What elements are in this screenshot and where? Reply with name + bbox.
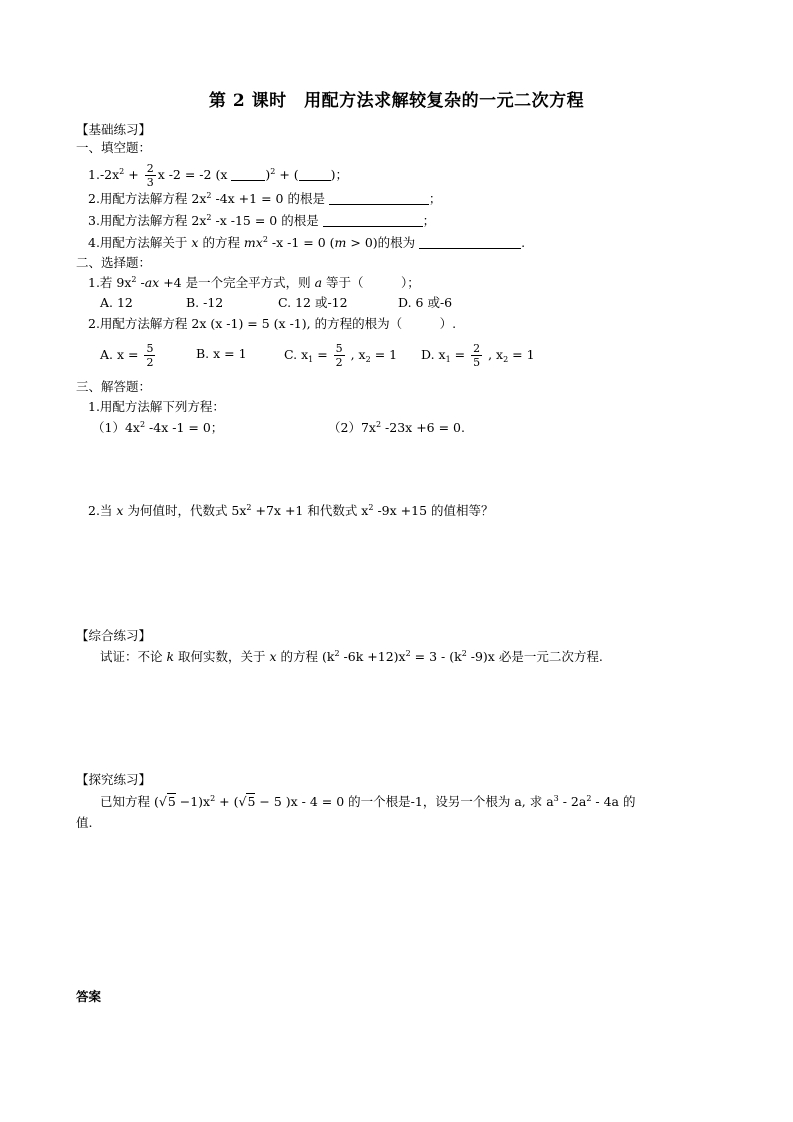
exp-sup-2b: 2 [586, 794, 592, 803]
q1-text3: x -2 = -2 (x [157, 167, 232, 182]
c1-var-ax: ax [144, 275, 160, 290]
q4-eq2: -x -1 = 0 ( [267, 235, 335, 250]
c2-c-rest: , x [346, 347, 366, 362]
comprehensive-header: 【综合练习】 [76, 628, 152, 643]
exp-t5: - 2a [558, 794, 587, 809]
c2-c-sub2: 2 [365, 355, 371, 364]
comp-sup2: 2 [405, 649, 411, 658]
q4-answer-blank[interactable] [419, 236, 521, 249]
c2-a-fraction [144, 342, 155, 369]
c2-c-eq: = [313, 347, 332, 362]
c1-option-b[interactable]: B. -12 [186, 295, 224, 310]
q1-sup2: 2 [270, 167, 276, 176]
c2-d-den: 5 [473, 356, 481, 369]
c2-a-label: A. x = [100, 347, 143, 362]
comp-t6: -9)x 必是一元二次方程. [466, 649, 603, 664]
c2-d-sub2: 2 [503, 355, 509, 364]
c2-option-c[interactable] [284, 342, 397, 369]
q4-eq1: mx [243, 235, 263, 250]
s1b-t2: -23x +6 = 0. [381, 420, 465, 435]
fill-question-1 [88, 162, 348, 189]
q2-text1: 2.用配方法解方程 2x [88, 191, 207, 206]
s1a-sup: 2 [139, 420, 146, 429]
c1-text3: +4 是一个完全平方式，则 [159, 275, 315, 290]
s1b-t1: （2）7x [328, 420, 376, 435]
c2-d-label: D. x [421, 347, 446, 362]
q1-blank-1[interactable] [231, 168, 265, 181]
q1-text4: ) [265, 167, 271, 182]
s2-sup2: 2 [368, 503, 374, 512]
comp-sup1: 2 [334, 649, 340, 658]
c2-d-rest2: = 1 [508, 347, 535, 362]
c1-text4: 等于（ ）； [322, 275, 420, 290]
solve-question-1a [92, 419, 223, 437]
answer-header: 答案 [76, 989, 102, 1004]
s2-x: x [116, 503, 124, 518]
fill-question-4 [88, 234, 525, 252]
q3-sup: 2 [206, 213, 212, 222]
comp-t1: 试证：不论 [100, 649, 167, 664]
c1-option-a[interactable]: A. 12 [100, 295, 133, 310]
q1-sup: 2 [119, 167, 125, 176]
q3-text3: ； [422, 213, 436, 228]
solve-question-2 [88, 502, 494, 520]
s2-t4: -9x +15 的值相等？ [373, 503, 494, 518]
q2-text2: -4x +1 = 0 的根是 [211, 191, 329, 206]
choice-question-2: 2.用配方法解方程 2x (x -1) = 5 (x -1), 的方程的根为（ ）. [88, 316, 457, 331]
exp-t2: −1)x [175, 794, 211, 809]
comp-k: k [166, 649, 175, 664]
s1a-t1: （1）4x [92, 420, 140, 435]
q4-text2: 的方程 [198, 235, 244, 250]
s2-t2: 为何值时，代数式 5x [123, 503, 247, 518]
c2-option-a[interactable] [100, 342, 157, 369]
c2-a-den: 2 [146, 356, 154, 369]
s1a-t2: -4x -1 = 0； [145, 420, 224, 435]
q4-var-x: x [191, 235, 199, 250]
solve-question-1b [328, 419, 465, 437]
choice-header: 二、选择题： [76, 255, 152, 270]
q1-blank-2[interactable] [299, 168, 331, 181]
q1-text2: + [124, 167, 143, 182]
solve-header: 三、解答题： [76, 379, 152, 394]
c2-c-num: 5 [335, 342, 343, 355]
exp-sup-3: 3 [553, 794, 559, 803]
fill-question-2 [88, 190, 441, 208]
c1-text1: 1.若 9x [88, 275, 132, 290]
c1-text2: - [136, 275, 145, 290]
q3-answer-blank[interactable] [323, 214, 423, 227]
c2-option-b[interactable]: B. x = 1 [196, 346, 247, 361]
q3-text2: -x -15 = 0 的根是 [211, 213, 323, 228]
q4-eq4: > 0)的根为 [346, 235, 420, 250]
q1-text6: )； [330, 167, 349, 182]
q2-text3: ； [428, 191, 442, 206]
q2-answer-blank[interactable] [329, 192, 429, 205]
comp-t2: 取何实数，关于 [174, 649, 270, 664]
s2-sup1: 2 [246, 503, 252, 512]
q1-prefix: 1. [88, 167, 100, 182]
c1-option-d[interactable]: D. 6 或-6 [398, 295, 453, 310]
s2-t3: +7x +1 和代数式 x [251, 503, 369, 518]
c2-d-eq: = [450, 347, 470, 362]
q2-sup: 2 [206, 191, 212, 200]
sqrt-symbol-1: √5 [158, 794, 176, 809]
c1-sup: 2 [131, 275, 137, 284]
comp-t5: = 3 - (k [410, 649, 462, 664]
c2-d-rest: , x [484, 347, 504, 362]
s2-t1: 2.当 [88, 503, 117, 518]
fill-in-header: 一、填空题： [76, 140, 152, 155]
q1-frac-num: 2 [146, 162, 154, 175]
c2-c-fraction [334, 342, 345, 369]
c2-c-label: C. x [284, 347, 309, 362]
q4-sup: 2 [262, 235, 268, 244]
c2-d-num: 2 [473, 342, 481, 355]
comprehensive-question [100, 648, 603, 666]
exp-t6: - 4a 的 [591, 794, 636, 809]
radicand-2: 5 [247, 794, 256, 809]
q4-text3: . [521, 235, 526, 250]
sqrt-symbol-2: √5 [238, 794, 256, 809]
explore-question [100, 793, 635, 811]
c2-c-den: 2 [335, 356, 343, 369]
q1-fraction [145, 162, 156, 189]
c2-c-sub1: 1 [308, 355, 314, 364]
s1b-sup: 2 [375, 420, 382, 429]
c2-a-num: 5 [146, 342, 154, 355]
exp-t4: − 5 )x - 4 = 0 的一个根是-1，设另一个根为 a, 求 a [255, 794, 554, 809]
comp-t3: 的方程 (k [276, 649, 335, 664]
c2-d-sub1: 1 [445, 355, 451, 364]
exp-sup1: 2 [210, 794, 216, 803]
c1-var-a: a [314, 275, 323, 290]
exp-t3: + ( [215, 794, 239, 809]
q3-text1: 3.用配方法解方程 2x [88, 213, 207, 228]
exp-t1: 已知方程 ( [100, 794, 159, 809]
basic-practice-header: 【基础练习】 [76, 122, 152, 137]
solve-question-1: 1.用配方法解下列方程： [88, 399, 225, 414]
fill-question-3 [88, 212, 435, 230]
radicand-1: 5 [167, 794, 176, 809]
c2-d-fraction [471, 342, 482, 369]
page-title: 第 2 课时 用配方法求解较复杂的一元二次方程 [208, 91, 585, 111]
q1-frac-den: 3 [146, 176, 154, 189]
explore-header: 【探究练习】 [76, 772, 152, 787]
explore-question-end: 值. [76, 815, 93, 830]
comp-t4: -6k +12)x [339, 649, 406, 664]
choice-question-1 [88, 274, 420, 292]
q1-text1: -2x [99, 167, 120, 182]
c1-option-c[interactable]: C. 12 或-12 [278, 295, 348, 310]
c2-c-rest2: = 1 [370, 347, 398, 362]
q1-text5: + ( [275, 167, 299, 182]
q4-text1: 4.用配方法解关于 [88, 235, 192, 250]
c2-option-d[interactable] [421, 342, 535, 369]
q4-eq3: m [334, 235, 347, 250]
comp-x: x [269, 649, 277, 664]
comp-sup3: 2 [461, 649, 467, 658]
